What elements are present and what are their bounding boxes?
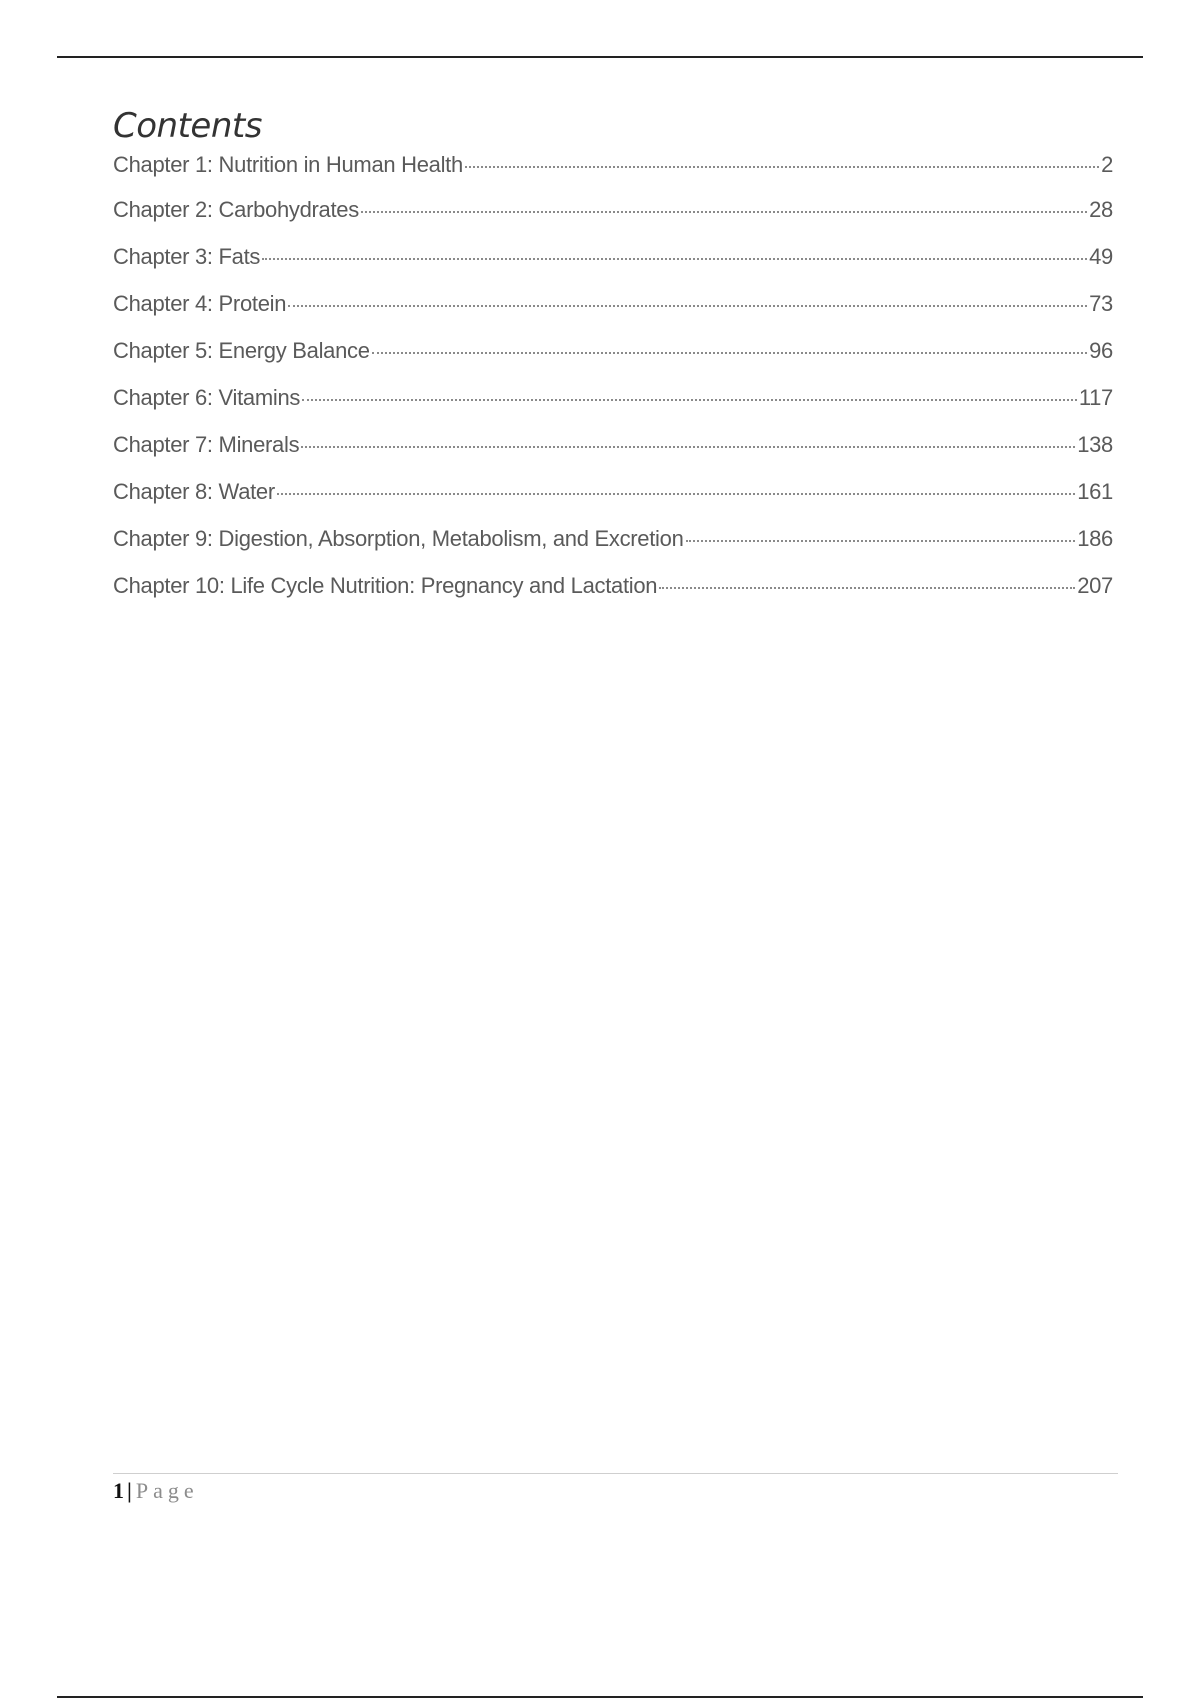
toc-entry-5[interactable] <box>113 338 1113 385</box>
toc-entry-2[interactable] <box>113 197 1113 244</box>
toc-dot-leader <box>659 587 1075 589</box>
toc-entry-label: Chapter 5: Energy Balance <box>113 338 370 363</box>
toc-entry-page: 186 <box>1077 526 1113 551</box>
toc-dot-leader <box>361 211 1087 213</box>
toc-entry-4[interactable] <box>113 291 1113 338</box>
toc-entry-label: Chapter 10: Life Cycle Nutrition: Pregnancy and Lactation <box>113 573 658 598</box>
footer-page-number: 1 <box>113 1478 124 1503</box>
toc-heading: Contents <box>113 106 262 146</box>
toc-dot-leader <box>262 258 1087 260</box>
toc-dot-leader <box>686 540 1076 542</box>
toc-dot-leader <box>372 352 1087 354</box>
bottom-border-line <box>57 1696 1143 1698</box>
footer-page-word: Page <box>135 1478 199 1503</box>
table-of-contents <box>113 100 1113 620</box>
toc-entry-7[interactable] <box>113 432 1113 479</box>
toc-entry-label: Chapter 2: Carbohydrates <box>113 197 359 222</box>
toc-entry-page: 138 <box>1077 432 1113 457</box>
toc-entry-label: Chapter 4: Protein <box>113 291 287 316</box>
toc-entry-3[interactable] <box>113 244 1113 291</box>
toc-entry-page: 28 <box>1089 197 1113 222</box>
footer-separator: | <box>127 1478 132 1503</box>
toc-entry-label: Chapter 6: Vitamins <box>113 385 301 410</box>
toc-entry-label: Chapter 3: Fats <box>113 244 261 269</box>
toc-entry-label: Chapter 9: Digestion, Absorption, Metabolism, and Excretion <box>113 526 684 551</box>
toc-dot-leader <box>301 446 1075 448</box>
toc-entry-6[interactable] <box>113 385 1113 432</box>
toc-entry-9[interactable] <box>113 526 1113 573</box>
toc-dot-leader <box>277 493 1075 495</box>
toc-dot-leader <box>465 166 1099 168</box>
toc-entry-page: 161 <box>1077 479 1113 504</box>
toc-entry-page: 2 <box>1101 152 1113 177</box>
toc-entry-10[interactable] <box>113 573 1113 620</box>
toc-entry-label: Chapter 8: Water <box>113 479 275 504</box>
toc-entry-label: Chapter 7: Minerals <box>113 432 300 457</box>
toc-entry-page: 117 <box>1078 385 1113 410</box>
toc-list <box>113 152 1113 620</box>
toc-entry-page: 73 <box>1089 291 1113 316</box>
toc-entry-label: Chapter 1: Nutrition in Human Health <box>113 152 463 177</box>
toc-dot-leader <box>288 305 1087 307</box>
toc-entry-page: 96 <box>1089 338 1113 363</box>
page-footer <box>113 1476 199 1506</box>
toc-entry-8[interactable] <box>113 479 1113 526</box>
toc-dot-leader <box>302 399 1077 401</box>
footer-divider <box>113 1473 1118 1474</box>
toc-entry-page: 49 <box>1089 244 1113 269</box>
toc-entry-1[interactable] <box>113 152 1113 197</box>
top-border-line <box>57 56 1143 58</box>
toc-entry-page: 207 <box>1077 573 1113 598</box>
